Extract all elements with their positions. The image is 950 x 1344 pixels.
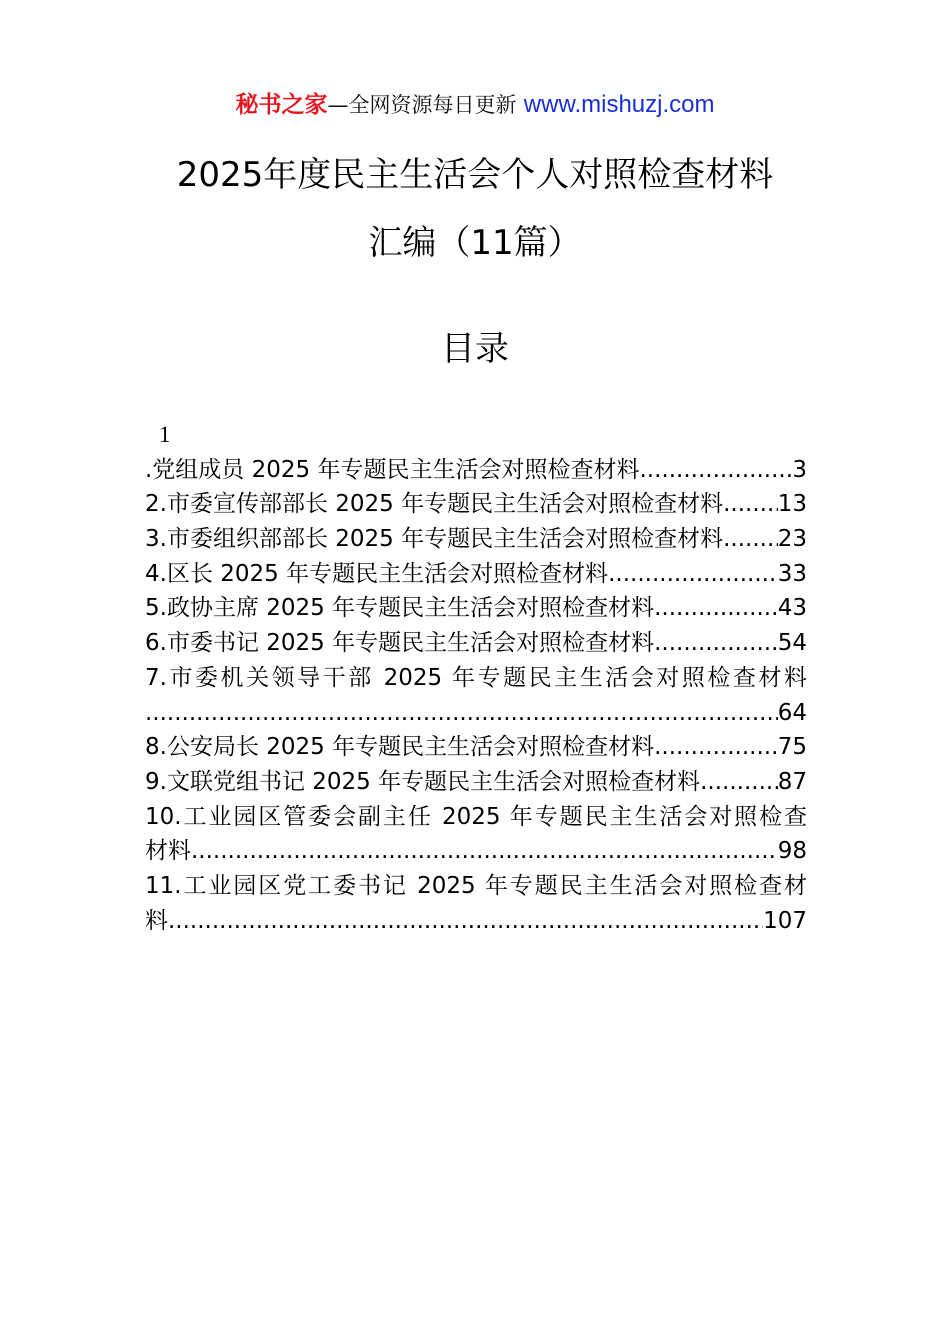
toc-item-7-line-1[interactable]: [145, 661, 807, 696]
site-header: [0, 88, 950, 122]
toc-item-11-line-1[interactable]: [145, 869, 807, 904]
site-url-link[interactable]: www.mishuzj.com: [523, 91, 715, 118]
toc-item-title: 5.政协主席 2025 年专题民主生活会对照检查材料: [145, 595, 655, 622]
toc-item-4[interactable]: [145, 557, 807, 592]
toc-item-9[interactable]: [145, 765, 807, 800]
toc-leader-dots: [700, 765, 778, 800]
toc-item-7-line-2[interactable]: [145, 696, 807, 731]
toc-item-title-continued: 料: [145, 907, 168, 934]
toc-item-11-line-2[interactable]: [145, 904, 807, 939]
toc-leader-dots: [608, 557, 778, 592]
document-title-line-2: 汇编（11篇）: [368, 223, 582, 263]
toc-item-2[interactable]: [145, 487, 807, 522]
toc-item-title: 6.市委书记 2025 年专题民主生活会对照检查材料: [145, 630, 655, 657]
toc-item-1[interactable]: [145, 453, 807, 488]
toc-item-page: 13: [777, 491, 807, 518]
toc-item-5[interactable]: [145, 591, 807, 626]
toc-leader-dots: [654, 591, 778, 626]
toc-item-page: 23: [777, 526, 807, 553]
toc-leader-dots: [191, 834, 778, 869]
toc-item-title: 2.市委宣传部部长 2025 年专题民主生活会对照检查材料: [145, 491, 724, 518]
site-tagline: —全网资源每日更新: [327, 93, 517, 117]
toc-item-title: 3.市委组织部部长 2025 年专题民主生活会对照检查材料: [145, 526, 724, 553]
toc-item-title: 4.区长 2025 年专题民主生活会对照检查材料: [145, 560, 609, 587]
toc-leader-dots: [639, 453, 792, 488]
toc-item-6[interactable]: [145, 626, 807, 661]
site-brand: 秘书之家: [235, 92, 328, 118]
toc-item-page: 33: [777, 560, 807, 587]
toc-leader-dots: [723, 487, 778, 522]
toc-item-page: 54: [777, 630, 807, 657]
toc-item-title: 8.公安局长 2025 年专题民主生活会对照检查材料: [145, 734, 655, 761]
toc-item-10-line-1[interactable]: [145, 800, 807, 835]
toc-item-8[interactable]: [145, 730, 807, 765]
toc-item-page: 64: [777, 699, 807, 726]
toc-item-title-continued: 材料: [145, 838, 191, 865]
toc-item-title: 9.文联党组书记 2025 年专题民主生活会对照检查材料: [145, 768, 701, 795]
toc-leader-dots: [145, 696, 778, 731]
toc-leader-dots: [168, 904, 763, 939]
toc-item-title: .党组成员 2025 年专题民主生活会对照检查材料: [145, 456, 640, 483]
toc-item-title: 7.市委机关领导干部 2025 年专题民主生活会对照检查材料: [145, 664, 807, 691]
toc-leader-dots: [654, 626, 778, 661]
toc-item-title: 10.工业园区管委会副主任 2025 年专题民主生活会对照检查: [145, 803, 807, 830]
toc-item-title: 11.工业园区党工委书记 2025 年专题民主生活会对照检查材: [145, 872, 807, 899]
toc-item-page: 3: [792, 456, 807, 483]
toc-item-3[interactable]: [145, 522, 807, 557]
toc-item-page: 75: [777, 734, 807, 761]
table-of-contents: [145, 418, 807, 938]
toc-item-page: 98: [777, 838, 807, 865]
toc-item-10-line-2[interactable]: [145, 834, 807, 869]
toc-item-page: 43: [777, 595, 807, 622]
document-title-line-1: 2025年度民主生活会个人对照检查材料: [176, 155, 774, 195]
toc-item-page: 107: [763, 907, 807, 934]
toc-leader-dots: [654, 730, 778, 765]
toc-leader-dots: [723, 522, 778, 557]
toc-item-page: 87: [777, 768, 807, 795]
toc-item-1-number: 1: [159, 422, 171, 447]
toc-heading: 目录: [441, 329, 509, 369]
